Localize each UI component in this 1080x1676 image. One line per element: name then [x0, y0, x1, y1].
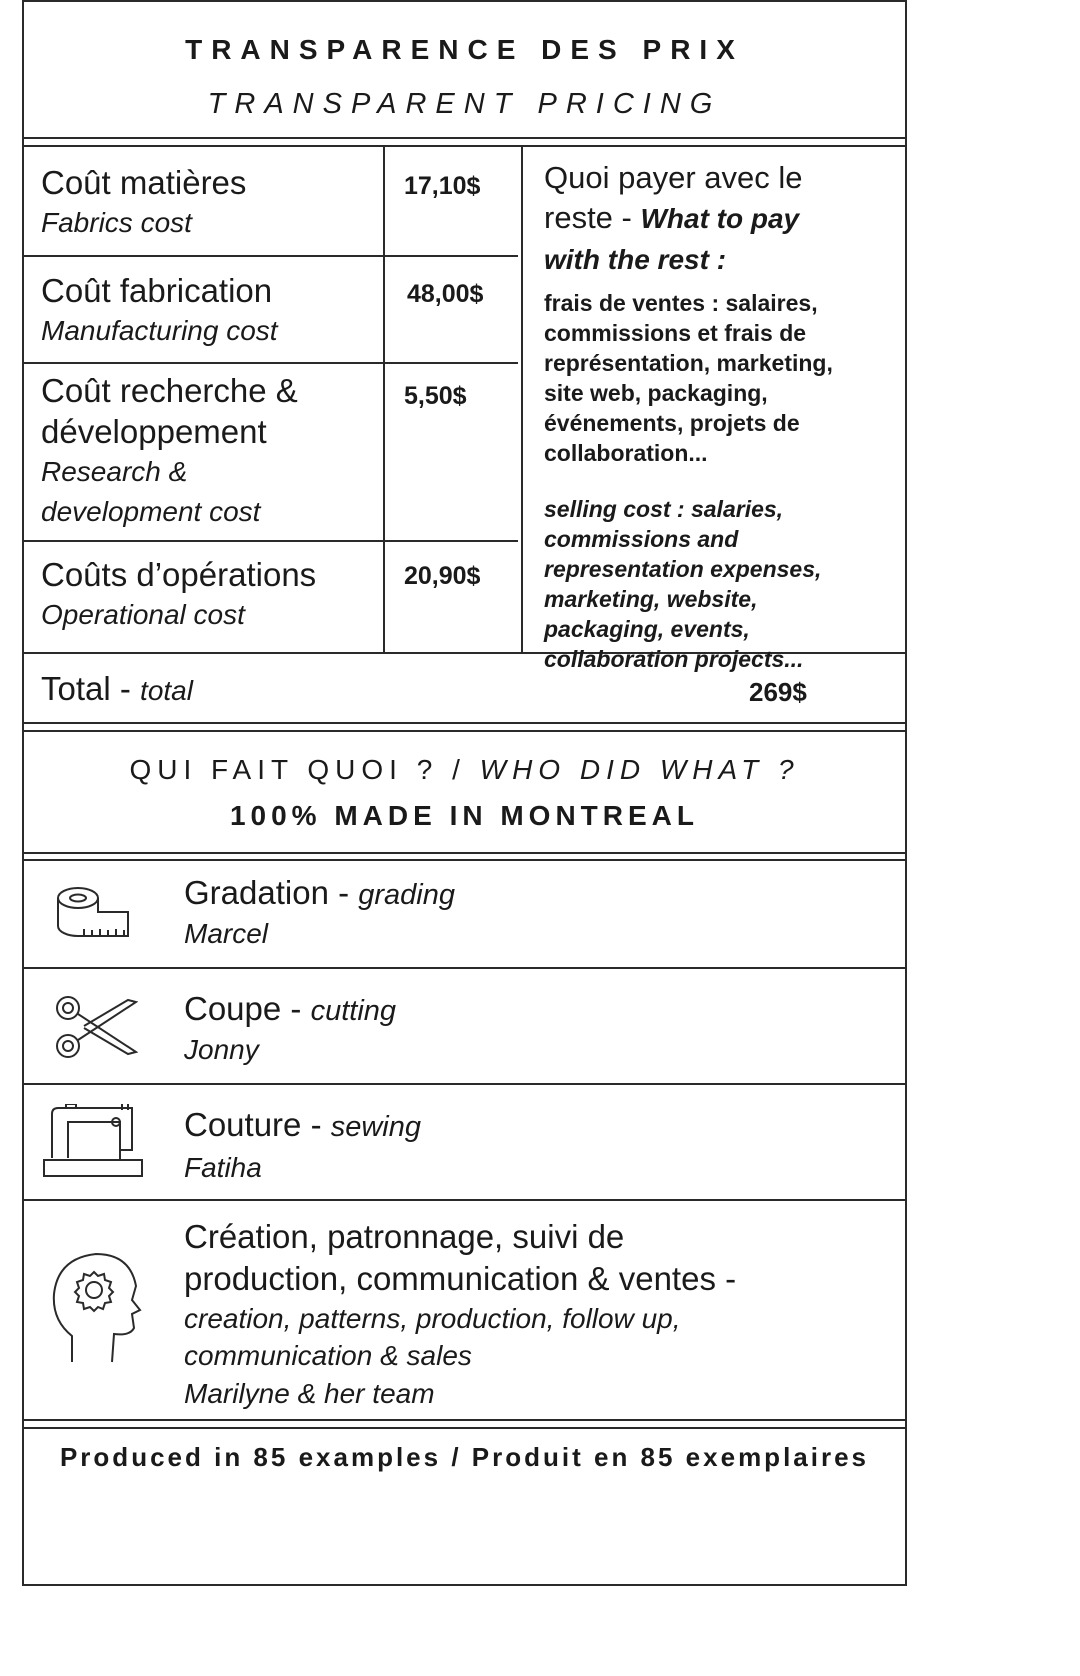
who-heading: QUI FAIT QUOI ? / WHO DID WHAT ? [129, 754, 800, 785]
cost-row-manufacturing [41, 270, 278, 351]
cost-label-fr: Coûts d’opérations [41, 556, 317, 593]
role-title: Couture - sewing [184, 1106, 422, 1143]
title-en: TRANSPARENT PRICING [207, 88, 722, 120]
divider [24, 730, 905, 732]
divider [24, 145, 905, 147]
role-person: Marilyne & her team [184, 1378, 435, 1409]
measuring-tape-icon [54, 882, 132, 949]
rest-body-en-line: selling cost : salaries, [544, 496, 784, 522]
cost-label-fr: Coût matières [41, 164, 247, 201]
role-title: Gradation - grading [184, 874, 455, 911]
role-title-line1: Création, patronnage, suivi de [184, 1218, 625, 1255]
cost-row-operations [41, 554, 316, 635]
head-gear-icon [50, 1250, 142, 1369]
rest-body-en-line: commissions and [544, 526, 739, 552]
rest-body-fr-line: site web, packaging, [544, 380, 768, 406]
rest-title-line2: reste - What to pay [544, 200, 800, 235]
role-sewing [184, 1104, 421, 1184]
rest-body-fr-line: collaboration... [544, 440, 708, 466]
rest-body-en-line: collaboration projects... [544, 646, 804, 672]
role-person: Fatiha [184, 1152, 262, 1183]
role-title-line2: production, communication & ventes - [184, 1260, 737, 1297]
role-cutting [184, 988, 396, 1066]
rest-body-en-line: packaging, events, [544, 616, 750, 642]
footer-note: Produced in 85 examples / Produit en 85 exemplaires [59, 1442, 870, 1472]
row-divider [24, 540, 518, 542]
row-divider [24, 1083, 905, 1085]
role-person: Marcel [184, 918, 269, 949]
divider [24, 722, 905, 724]
row-divider [24, 967, 905, 969]
cost-row-fabrics [41, 162, 246, 243]
sewing-machine-icon [42, 1104, 146, 1185]
cost-price: 20,90$ [404, 562, 481, 590]
title-fr: TRANSPARENCE DES PRIX [185, 34, 744, 65]
cost-price: 48,00$ [407, 280, 484, 308]
cost-label-en: Fabrics cost [41, 207, 192, 238]
rest-title-line3: with the rest : [544, 244, 727, 275]
divider [24, 852, 905, 854]
cost-label-fr-line2: développement [41, 413, 267, 450]
total-label: Total - total [41, 670, 193, 707]
cost-row-research [41, 370, 298, 532]
rest-body-fr-line: représentation, marketing, [544, 350, 833, 376]
rest-body-en-line: marketing, website, [544, 586, 758, 612]
row-divider [24, 255, 518, 257]
cost-price: 5,50$ [404, 382, 467, 410]
role-subtitle-line2: communication & sales [184, 1340, 472, 1371]
role-title: Coupe - cutting [184, 990, 397, 1027]
rest-body-en-line: representation expenses, [544, 556, 822, 582]
divider [24, 137, 905, 139]
role-grading [184, 872, 455, 950]
divider [24, 859, 905, 861]
cost-label-en-line2: development cost [41, 496, 261, 527]
cost-label-fr-line1: Coût recherche & [41, 372, 298, 409]
cost-label-en: Manufacturing cost [41, 315, 278, 346]
rest-column [544, 158, 894, 674]
column-divider [521, 146, 523, 654]
row-divider [24, 362, 518, 364]
cost-label-en-line1: Research & [41, 456, 188, 487]
pricing-card [22, 0, 907, 1586]
rest-body-fr-line: commissions et frais de [544, 320, 807, 346]
row-divider [24, 1199, 905, 1201]
role-subtitle-line1: creation, patterns, production, follow up, [184, 1303, 681, 1334]
scissors-icon [54, 994, 138, 1065]
rest-body-fr-line: frais de ventes : salaires, [544, 290, 818, 316]
rest-title-line1: Quoi payer avec le [544, 160, 803, 195]
rest-body-fr-line: événements, projets de [544, 410, 800, 436]
made-in-montreal: 100% MADE IN MONTREAL [229, 800, 700, 831]
column-divider [383, 146, 385, 654]
total-value: 269$ [749, 677, 807, 707]
role-person: Jonny [184, 1034, 259, 1065]
divider [24, 1427, 905, 1429]
role-creation [184, 1216, 736, 1410]
divider [24, 1419, 905, 1421]
cost-label-en: Operational cost [41, 599, 245, 630]
cost-price: 17,10$ [404, 172, 481, 200]
cost-label-fr: Coût fabrication [41, 272, 273, 309]
